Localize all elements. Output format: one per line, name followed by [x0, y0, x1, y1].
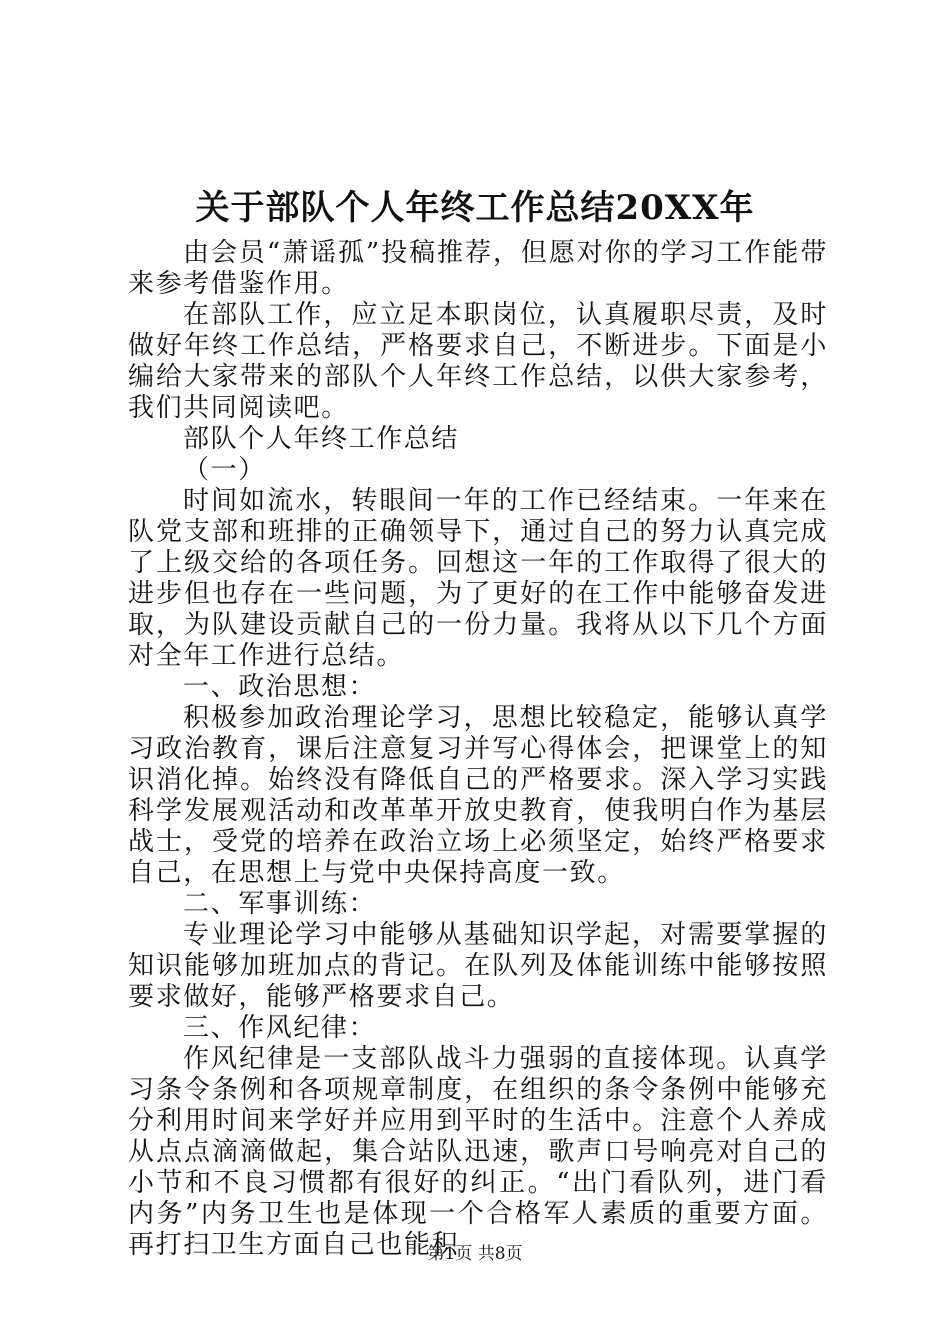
paragraph-training: 专业理论学习中能够从基础知识学起，对需要掌握的知识能够加班加点的背记。在队列及体能训练中能够按照要求做好，能够严格要求自己。 — [128, 920, 828, 1012]
paragraph-intro: 由会员“萧谣孤”投稿推荐，但愿对你的学习工作能带来参考借鉴作用。 — [128, 238, 828, 299]
heading-training: 二、军事训练： — [183, 889, 377, 919]
document-body — [128, 238, 828, 1261]
page-footer: 第1页 共8页 — [427, 1244, 523, 1264]
paragraph-discipline: 作风纪律是一支部队战斗力强弱的直接体现。认真学习条令条例和各项规章制度，在组织的条令条例中能够充分利用时间来学好并应用到平时的生活中。注意个人养成从点点滴滴做起，集合站队迅速，歌声口号响亮对自己的小节和不良习惯都有很好的纠正。“出门看队列，进门看内务”内务卫生也是体现一个合格军人素质的重要方面。再打扫卫生方面自己也能积 — [128, 1044, 828, 1260]
part-number: （一） — [183, 455, 266, 485]
section-title: 部队个人年终工作总结 — [183, 424, 460, 454]
paragraph-preface: 在部队工作，应立足本职岗位，认真履职尽责，及时做好年终工作总结，严格要求自己，不断进步。下面是小编给大家带来的部队个人年终工作总结，以供大家参考，我们共同阅读吧。 — [128, 300, 828, 423]
heading-discipline: 三、作风纪律： — [183, 1013, 377, 1043]
document-title: 关于部队个人年终工作总结20XX年 — [195, 188, 755, 228]
paragraph-overview: 时间如流水，转眼间一年的工作已经结束。一年来在队党支部和班排的正确领导下，通过自己的努力认真完成了上级交给的各项任务。回想这一年的工作取得了很大的进步但也存在一些问题，为了更好的在工作中能够奋发进取，为队建设贡献自己的一份力量。我将从以下几个方面对全年工作进行总结。 — [128, 486, 828, 671]
paragraph-politics: 积极参加政治理论学习，思想比较稳定，能够认真学习政治教育，课后注意复习并写心得体会，把课堂上的知识消化掉。始终没有降低自己的严格要求。深入学习实践科学发展观活动和改革革开放史教育，使我明白作为基层战士，受党的培养在政治立场上必须坚定，始终严格要求自己，在思想上与党中央保持高度一致。 — [128, 703, 828, 888]
heading-politics: 一、政治思想： — [183, 672, 377, 702]
